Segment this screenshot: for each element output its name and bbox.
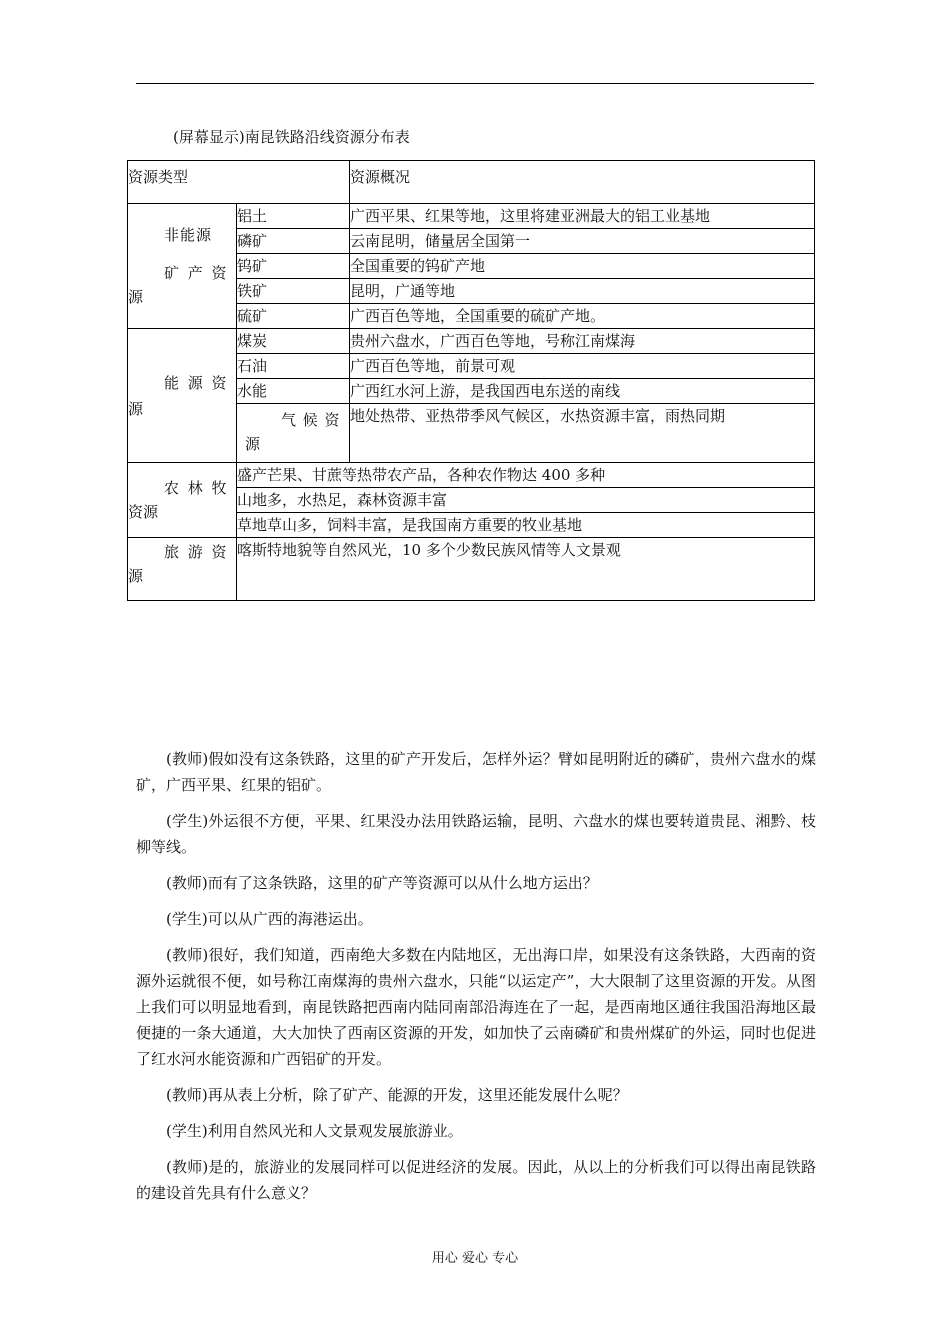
sub-type-line: 源 — [245, 435, 261, 453]
overview: 云南昆明，储量居全国第一 — [350, 229, 815, 254]
paragraph: (教师)是的，旅游业的发展同样可以促进经济的发展。因此，从以上的分析我们可以得出南昆铁路的建设首先具有什么意义？ — [136, 1158, 816, 1202]
table-row — [128, 463, 815, 488]
header-resource-overview: 资源概况 — [350, 161, 815, 204]
table-caption: (屏幕显示)南昆铁路沿线资源分布表 — [173, 128, 410, 146]
table-row — [128, 204, 815, 229]
overview: 昆明，广通等地 — [350, 279, 815, 304]
paragraph: (教师)假如没有这条铁路，这里的矿产开发后，怎样外运？臂如昆明附近的磷矿，贵州六盘水的煤矿，广西平果、红果的铝矿。 — [136, 750, 816, 794]
category-line: 源 — [128, 399, 144, 418]
table-header-row — [128, 161, 815, 204]
table-row — [128, 329, 815, 354]
paragraph: (学生)可以从广西的海港运出。 — [166, 910, 373, 928]
sub-type: 铝土 — [237, 204, 350, 229]
category-line: 源 — [128, 567, 144, 585]
overview: 广西百色等地，全国重要的硫矿产地。 — [350, 304, 815, 329]
sub-type: 磷矿 — [237, 229, 350, 254]
category-line: 矿 产 资 — [164, 264, 229, 282]
category-energy — [128, 329, 237, 463]
category-line: 非能源 — [164, 226, 213, 244]
paragraph: (学生)外运很不方便，平果、红果没办法用铁路运输，昆明、六盘水的煤也要转道贵昆、湘黔、枝柳等线。 — [136, 812, 816, 856]
category-line: 源 — [128, 288, 144, 306]
sub-type: 石油 — [237, 354, 350, 379]
category-tourism — [128, 538, 237, 601]
paragraph: (教师)再从表上分析，除了矿产、能源的开发，这里还能发展什么呢？ — [166, 1086, 628, 1104]
overview: 盛产芒果、甘蔗等热带农产品，各种农作物达 400 多种 — [237, 463, 815, 488]
table-row — [128, 538, 815, 601]
dialogue-text — [136, 746, 816, 1216]
category-line: 旅 游 资 — [164, 543, 229, 561]
header-rule — [136, 83, 814, 84]
overview: 广西红水河上游，是我国西电东送的南线 — [350, 379, 815, 404]
sub-type-line: 气 候 资 — [281, 411, 341, 429]
sub-type: 煤炭 — [237, 329, 350, 354]
page-footer: 用心 爱心 专心 — [431, 1251, 519, 1266]
sub-type-climate — [237, 404, 350, 463]
overview: 草地草山多，饲料丰富，是我国南方重要的牧业基地 — [237, 513, 815, 538]
overview: 山地多，水热足，森林资源丰富 — [237, 488, 815, 513]
category-line: 资源 — [128, 503, 159, 521]
resource-table — [127, 160, 815, 601]
category-line: 能 源 资 — [164, 373, 229, 392]
overview: 贵州六盘水，广西百色等地，号称江南煤海 — [350, 329, 815, 354]
category-line: 农 林 牧 — [164, 479, 229, 497]
overview: 喀斯特地貌等自然风光，10 多个少数民族风情等人文景观 — [237, 538, 815, 601]
category-agriculture — [128, 463, 237, 538]
paragraph: (教师)很好，我们知道，西南绝大多数在内陆地区，无出海口岸，如果没有这条铁路，大西南的资源外运就很不便，如号称江南煤海的贵州六盘水，只能“以运定产”，大大限制了这里资源的开发。从图上我们可以明显地看到，南昆铁路把西南内陆同南部沿海连在了一起，是西南地区通往我国沿海地区最便捷的一条大通道，大大加快了西南区资源的开发，如加快了云南磷矿和贵州煤矿的外运，同时也促进了红水河水能资源和广西铝矿的开发。 — [136, 946, 816, 1068]
paragraph: (教师)而有了这条铁路，这里的矿产等资源可以从什么地方运出？ — [166, 874, 598, 892]
paragraph: (学生)利用自然风光和人文景观发展旅游业。 — [166, 1122, 463, 1140]
overview: 地处热带、亚热带季风气候区，水热资源丰富，雨热同期 — [350, 404, 815, 463]
overview: 广西平果、红果等地，这里将建亚洲最大的铝工业基地 — [350, 204, 815, 229]
overview: 广西百色等地，前景可观 — [350, 354, 815, 379]
header-resource-type: 资源类型 — [128, 161, 350, 204]
sub-type: 硫矿 — [237, 304, 350, 329]
sub-type: 钨矿 — [237, 254, 350, 279]
overview: 全国重要的钨矿产地 — [350, 254, 815, 279]
sub-type: 铁矿 — [237, 279, 350, 304]
category-non-energy-minerals — [128, 204, 237, 329]
sub-type: 水能 — [237, 379, 350, 404]
